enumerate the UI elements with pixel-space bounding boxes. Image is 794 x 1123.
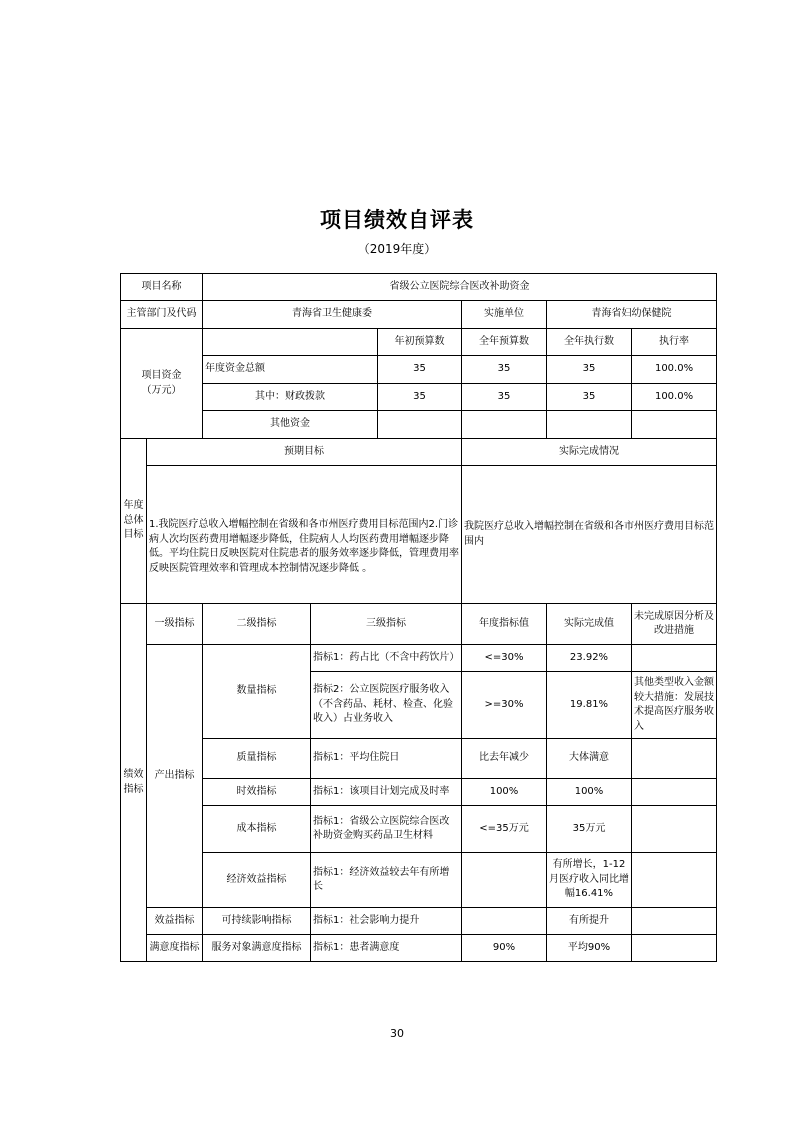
funds-header: 年初预算数 <box>378 329 462 356</box>
funds-cell: 35 <box>462 356 547 384</box>
indicator-actual: 35万元 <box>547 806 632 853</box>
indicator-actual: 19.81% <box>547 672 632 739</box>
timeliness-label: 时效指标 <box>203 779 311 806</box>
funds-header-blank <box>203 329 378 356</box>
funds-cell <box>547 411 632 439</box>
expected-text: 1.我院医疗总收入增幅控制在省级和各市州医疗费用目标范围内2.门诊病人次均医药费用增幅逐步降低，住院病人人均医药费用增幅逐步降低。平均住院日反映医院对住院患者的服务效率逐步降低，管理费用率反映医院管理效率和管理成本控制情况逐步降低 。 <box>147 466 462 604</box>
indicator-reason <box>632 908 717 935</box>
dept-value: 青海省卫生健康委 <box>203 301 462 329</box>
sustain-label: 可持续影响指标 <box>203 908 311 935</box>
funds-header: 全年预算数 <box>462 329 547 356</box>
quantity-label: 数量指标 <box>203 645 311 739</box>
indicator-actual: 有所提升 <box>547 908 632 935</box>
indicator-target <box>462 908 547 935</box>
funds-row-label: 其他资金 <box>203 411 378 439</box>
impl-label: 实施单位 <box>462 301 547 329</box>
project-name-value: 省级公立医院综合医改补助资金 <box>203 274 717 301</box>
indicator-target: <=35万元 <box>462 806 547 853</box>
expected-header: 预期目标 <box>147 439 462 466</box>
output-label: 产出指标 <box>147 645 203 908</box>
funds-cell: 100.0% <box>632 384 717 411</box>
funds-label: 项目资金 （万元） <box>121 329 203 439</box>
indicator-target: 比去年减少 <box>462 739 547 779</box>
ind-header: 三级指标 <box>311 604 462 645</box>
ind-header: 未完成原因分析及改进措施 <box>632 604 717 645</box>
indicator-reason <box>632 935 717 962</box>
ind-header: 一级指标 <box>147 604 203 645</box>
indicator-actual: 有所增长，1-12月医疗收入同比增幅16.41% <box>547 853 632 908</box>
dept-label: 主管部门及代码 <box>121 301 203 329</box>
actual-text: 我院医疗总收入增幅控制在省级和各市州医疗费用目标范围内 <box>462 466 717 604</box>
cost-label: 成本指标 <box>203 806 311 853</box>
indicator-reason <box>632 853 717 908</box>
indicator-reason <box>632 739 717 779</box>
indicator-target: >=30% <box>462 672 547 739</box>
indicator-target: <=30% <box>462 645 547 672</box>
funds-row-label: 年度资金总额 <box>203 356 378 384</box>
indicators-label: 绩效指标 <box>121 604 147 962</box>
ind-header: 实际完成值 <box>547 604 632 645</box>
indicator-actual: 100% <box>547 779 632 806</box>
funds-cell: 35 <box>547 384 632 411</box>
indicator-target <box>462 853 547 908</box>
funds-cell <box>378 411 462 439</box>
year-subtitle: （2019年度） <box>357 242 437 256</box>
indicator-name: 指标1：社会影响力提升 <box>311 908 462 935</box>
funds-cell <box>462 411 547 439</box>
indicator-reason <box>632 645 717 672</box>
funds-row-label: 其中：财政拨款 <box>203 384 378 411</box>
indicator-actual: 23.92% <box>547 645 632 672</box>
benefit-label: 效益指标 <box>147 908 203 935</box>
funds-cell: 100.0% <box>632 356 717 384</box>
actual-header: 实际完成情况 <box>462 439 717 466</box>
indicator-name: 指标1：经济效益较去年有所增长 <box>311 853 462 908</box>
quality-label: 质量指标 <box>203 739 311 779</box>
indicator-reason: 其他类型收入金额较大措施：发展技术提高医疗服务收入 <box>632 672 717 739</box>
satisfaction-label: 满意度指标 <box>147 935 203 962</box>
indicator-actual: 大体满意 <box>547 739 632 779</box>
funds-cell: 35 <box>547 356 632 384</box>
impl-value: 青海省妇幼保健院 <box>547 301 717 329</box>
funds-cell <box>632 411 717 439</box>
indicator-name: 指标1：该项目计划完成及时率 <box>311 779 462 806</box>
page-number: 30 <box>390 1027 404 1040</box>
economic-label: 经济效益指标 <box>203 853 311 908</box>
project-name-label: 项目名称 <box>121 274 203 301</box>
ind-header: 二级指标 <box>203 604 311 645</box>
indicator-actual: 平均90% <box>547 935 632 962</box>
funds-header: 全年执行数 <box>547 329 632 356</box>
indicator-reason <box>632 806 717 853</box>
performance-table <box>120 273 717 962</box>
indicator-reason <box>632 779 717 806</box>
indicator-name: 指标1：平均住院日 <box>311 739 462 779</box>
funds-cell: 35 <box>378 384 462 411</box>
indicator-target: 100% <box>462 779 547 806</box>
funds-cell: 35 <box>462 384 547 411</box>
satisfaction-sub-label: 服务对象满意度指标 <box>203 935 311 962</box>
funds-cell: 35 <box>378 356 462 384</box>
indicator-name: 指标1：药占比（不含中药饮片） <box>311 645 462 672</box>
page-title: 项目绩效自评表 <box>320 208 474 232</box>
indicator-name: 指标1：省级公立医院综合医改补助资金购买药品卫生材料 <box>311 806 462 853</box>
indicator-target: 90% <box>462 935 547 962</box>
goals-label: 年度总体目标 <box>121 439 147 604</box>
ind-header: 年度指标值 <box>462 604 547 645</box>
funds-header: 执行率 <box>632 329 717 356</box>
indicator-name: 指标1：患者满意度 <box>311 935 462 962</box>
indicator-name: 指标2：公立医院医疗服务收入（不含药品、耗材、检查、化验收入）占业务收入 <box>311 672 462 739</box>
